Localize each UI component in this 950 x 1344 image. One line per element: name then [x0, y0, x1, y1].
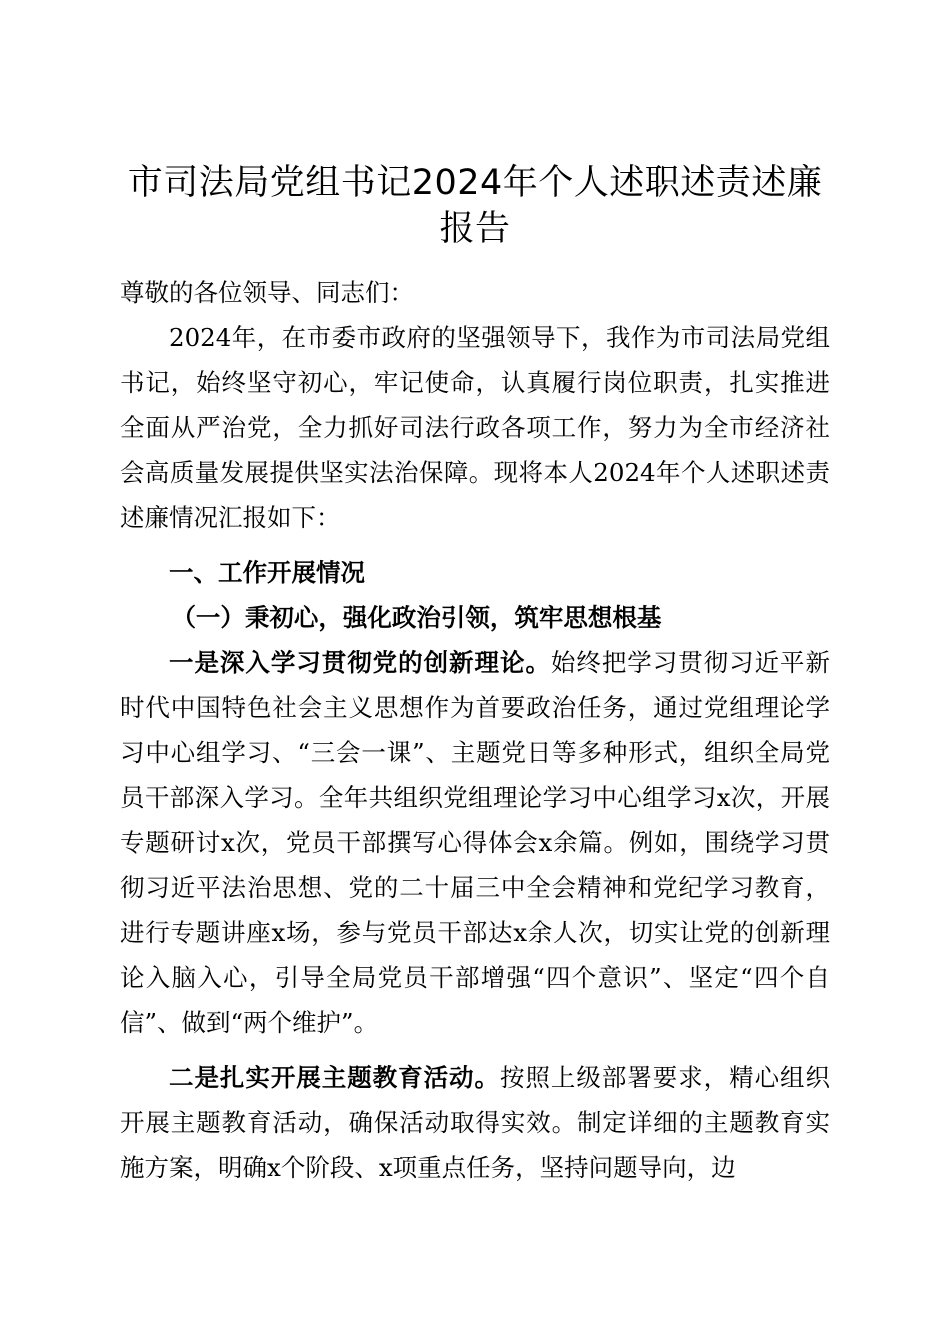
title-line-2: 报告 — [439, 209, 511, 249]
document-body — [120, 160, 830, 1190]
section-heading-1: 一、工作开展情况 — [169, 558, 365, 587]
paragraph-2 — [120, 1055, 830, 1190]
paragraph-1 — [120, 640, 830, 1045]
paragraph-2-lead: 二是扎实开展主题教育活动。 — [169, 1063, 500, 1092]
intro-paragraph: 2024年，在市委市政府的坚强领导下，我作为市司法局党组书记，始终坚守初心，牢记使命，认真履行岗位职责，扎实推进全面从严治党，全力抓好司法行政各项工作，努力为全市经济社会高质量发展提供坚实法治保障。现将本人2024年个人述职述责述廉情况汇报如下： — [120, 323, 830, 532]
paragraph-1-body: 始终把学习贯彻习近平新时代中国特色社会主义思想作为首要政治任务，通过党组理论学习中心组学习、“三会一课”、主题党日等多种形式，组织全局党员干部深入学习。全年共组织党组理论学习中心组学习x次，开展专题研讨x次，党员干部撰写心得体会x余篇。例如，围绕学习贯彻习近平法治思想、党的二十届三中全会精神和党纪学习教育，进行专题讲座x场，参与党员干部达x余人次，切实让党的创新理论入脑入心，引导全局党员干部增强“四个意识”、坚定“四个自信”、做到“两个维护”。 — [120, 648, 831, 1037]
title-line-1: 市司法局党组书记2024年个人述职述责述廉 — [127, 163, 823, 203]
document-title — [100, 160, 850, 252]
paragraph-1-lead: 一是深入学习贯彻党的创新理论。 — [169, 648, 551, 677]
subsection-heading-1: （一）秉初心，强化政治引领，筑牢思想根基 — [171, 603, 662, 632]
paragraph-2-body: 按照上级部署要求，精心组织开展主题教育活动，确保活动取得实效。制定详细的主题教育实施方案，明确x个阶段、x项重点任务，坚持问题导向，边 — [120, 1063, 831, 1182]
greeting: 尊敬的各位领导、同志们： — [120, 278, 414, 307]
